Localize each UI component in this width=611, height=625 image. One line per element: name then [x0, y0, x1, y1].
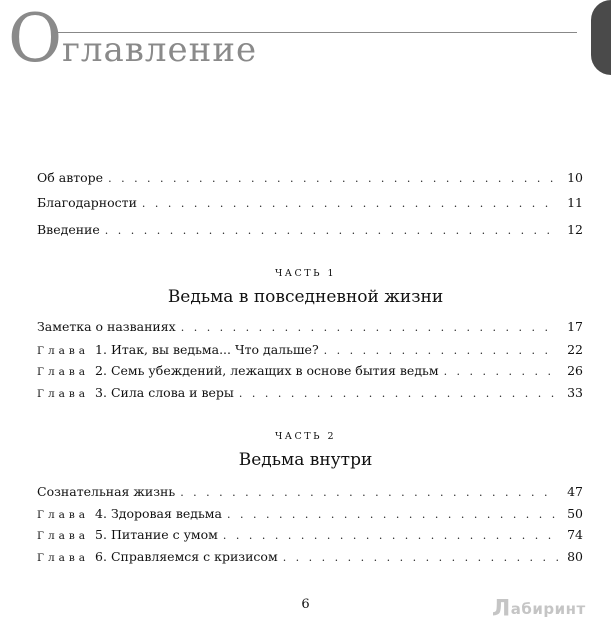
leader-dots — [223, 527, 558, 545]
toc-entry-label: Заметка о названиях — [37, 319, 176, 334]
toc-entry-label — [37, 362, 439, 381]
toc-entry-label: Об авторе — [37, 170, 104, 185]
toc-entry-chapter-1[interactable] — [37, 341, 583, 360]
toc-entry-label — [37, 341, 319, 360]
chapter-title: Итак, вы ведьма... Что дальше? — [110, 342, 319, 357]
chapter-number: 2. — [95, 363, 107, 378]
toc-entry-chapter-3[interactable] — [37, 384, 583, 403]
toc-entry-label — [37, 384, 234, 403]
toc-entry-page: 74 — [567, 527, 583, 542]
toc-entry-page: 22 — [567, 342, 583, 357]
toc-entry-conscious-life[interactable] — [37, 483, 583, 502]
chapter-title: Семь убеждений, лежащих в основе бытия ведьм — [110, 363, 439, 378]
toc-entry-chapter-6[interactable] — [37, 548, 583, 567]
toc-entry-acknowledgements[interactable] — [37, 194, 583, 213]
toc-entry-chapter-4[interactable] — [37, 505, 583, 524]
leader-dots — [142, 195, 558, 213]
toc-entry-chapter-2[interactable] — [37, 362, 583, 381]
watermark-initial: Л — [492, 596, 511, 622]
toc-entry-label — [37, 505, 222, 524]
toc-entry-page: 17 — [567, 319, 583, 334]
chapter-title: Питание с умом — [110, 527, 218, 542]
toc-entry-page: 12 — [567, 222, 583, 237]
leader-dots — [444, 363, 558, 381]
chapter-title: Здоровая ведьма — [110, 506, 222, 521]
chapter-title: Справляемся с кризисом — [110, 549, 278, 564]
toc-entry-page: 10 — [567, 170, 583, 185]
part-1-title: Ведьма в повседневной жизни — [167, 287, 444, 307]
leader-dots — [108, 170, 558, 188]
part-2-title: Ведьма внутри — [238, 450, 373, 470]
toc-entry-page: 33 — [567, 385, 583, 400]
chapter-number: 5. — [95, 527, 107, 542]
chapter-word: Глава — [37, 530, 90, 542]
toc-entry-introduction[interactable] — [37, 221, 583, 240]
page-title — [8, 0, 258, 77]
leader-dots — [239, 385, 558, 403]
chapter-word: Глава — [37, 509, 90, 521]
part-1-label: ЧАСТЬ 1 — [274, 268, 337, 279]
chapter-number: 3. — [95, 385, 107, 400]
leader-dots — [105, 222, 558, 240]
leader-dots — [180, 484, 558, 502]
chapter-title: Сила слова и веры — [110, 385, 234, 400]
chapter-word: Глава — [37, 366, 90, 378]
toc-entry-page: 11 — [567, 195, 583, 210]
leader-dots — [324, 342, 558, 360]
chapter-word: Глава — [37, 345, 90, 357]
toc-entry-label — [37, 526, 218, 545]
chapter-word: Глава — [37, 552, 90, 564]
part-2-label: ЧАСТЬ 2 — [274, 431, 337, 442]
toc-entry-label: Введение — [37, 222, 100, 237]
toc-entry-page: 26 — [567, 363, 583, 378]
toc-entry-chapter-5[interactable] — [37, 526, 583, 545]
leader-dots — [181, 319, 558, 337]
toc-entry-label — [37, 548, 278, 567]
toc-entry-page: 80 — [567, 549, 583, 564]
chapter-word: Глава — [37, 388, 90, 400]
page-number: 6 — [301, 597, 310, 612]
toc-entry-label: Благодарности — [37, 195, 137, 210]
leader-dots — [227, 506, 558, 524]
leader-dots — [283, 549, 558, 567]
page-corner-decoration — [591, 0, 611, 75]
watermark-logo — [492, 595, 607, 623]
toc-entry-label: Сознательная жизнь — [37, 484, 176, 499]
toc-entry-page: 50 — [567, 506, 583, 521]
chapter-number: 1. — [95, 342, 107, 357]
toc-entry-about-author[interactable] — [37, 169, 583, 188]
chapter-number: 6. — [95, 549, 107, 564]
title-rest: главление — [62, 30, 258, 70]
title-rule — [55, 32, 577, 33]
toc-entry-note-on-names[interactable] — [37, 318, 583, 337]
toc-entry-page: 47 — [567, 484, 583, 499]
title-initial: О — [8, 0, 63, 77]
chapter-number: 4. — [95, 506, 107, 521]
watermark-text: абиринт — [510, 600, 586, 618]
